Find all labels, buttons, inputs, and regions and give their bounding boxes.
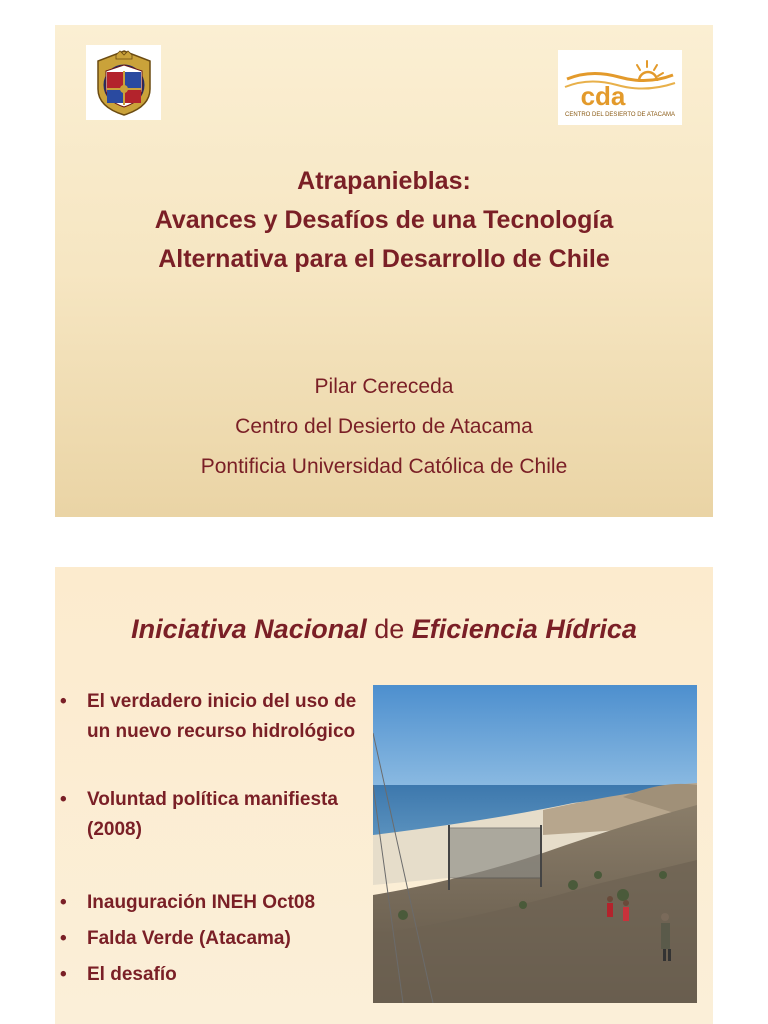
list-item: [60, 924, 370, 954]
title-slide: [55, 25, 713, 517]
list-item: [60, 960, 370, 990]
bullet-text: Falda Verde (Atacama): [87, 928, 291, 949]
author-university: Pontificia Universidad Católica de Chile: [200, 455, 568, 478]
cda-sun-icon: [561, 55, 679, 121]
list-item: [60, 888, 370, 918]
content-slide: [55, 567, 713, 1024]
svg-text:cda: cda: [580, 80, 626, 111]
svg-text:CENTRO DEL DESIERTO DE ATACAMA: CENTRO DEL DESIERTO DE ATACAMA: [564, 111, 676, 118]
bullet-icon: •: [60, 892, 67, 913]
fog-catcher-photo: [373, 685, 697, 1003]
bullet-icon: •: [60, 789, 67, 810]
bullet-text: El verdadero inicio del uso de un nuevo recurso hidrológico: [87, 691, 357, 742]
author-affiliation: Centro del Desierto de Atacama: [235, 415, 533, 438]
list-item: [60, 687, 370, 747]
title-line: Avances y Desafíos de una Tecnología: [154, 206, 614, 234]
bullet-text: Voluntad política manifiesta (2008): [87, 789, 338, 840]
title-emphasis: Iniciativa Nacional: [131, 614, 367, 644]
bullet-icon: •: [60, 691, 67, 712]
bullet-text: Inauguración INEH Oct08: [87, 892, 316, 913]
presentation-title: [55, 162, 713, 279]
university-logo: [86, 45, 161, 120]
cda-logo: [558, 50, 682, 125]
list-item: [60, 785, 370, 845]
slide-title: [55, 609, 713, 649]
bullet-icon: •: [60, 928, 67, 949]
title-line: Alternativa para el Desarrollo de Chile: [158, 245, 610, 273]
title-emphasis: Eficiencia Hídrica: [411, 614, 637, 644]
bullet-text: El desafío: [87, 964, 177, 985]
bullet-icon: •: [60, 964, 67, 985]
author-block: [55, 367, 713, 487]
author-name: Pilar Cereceda: [314, 375, 454, 398]
university-crest-icon: [94, 49, 154, 117]
title-connector: de: [366, 614, 412, 644]
title-line: Atrapanieblas:: [297, 167, 471, 195]
